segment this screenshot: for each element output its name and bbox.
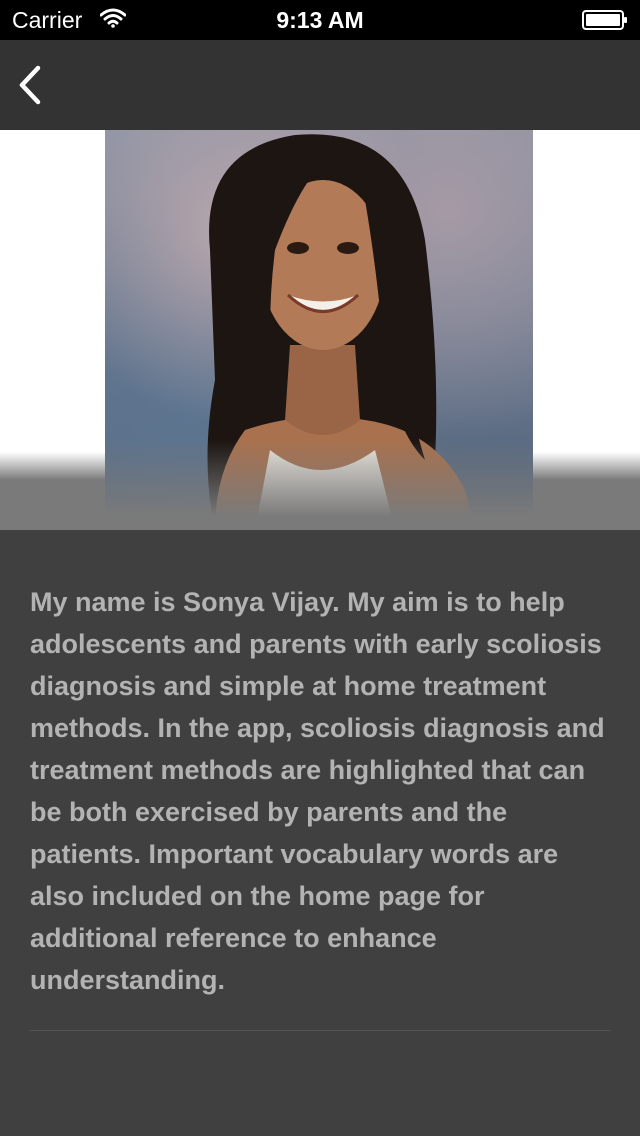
portrait-photo — [105, 130, 533, 530]
status-bar — [0, 0, 640, 40]
battery-icon — [582, 10, 628, 30]
clock: 9:13 AM — [276, 7, 364, 33]
bio-text: My name is Sonya Vijay. My aim is to help adolescents and parents with early scoliosis diagnosis and simple at home treatment methods. In the app, scoliosis diagnosis and treatment methods are highlighted that can be both exercised by parents and the patients. Important vocabulary words are also included on the home page for additional reference to enhance understanding. — [30, 587, 605, 995]
profile-header — [0, 130, 640, 530]
back-button[interactable] — [6, 60, 56, 110]
navigation-bar — [0, 40, 640, 130]
chevron-left-icon — [6, 60, 56, 110]
photo-fade — [105, 440, 533, 530]
divider — [30, 1030, 610, 1031]
carrier-label: Carrier — [12, 7, 83, 33]
